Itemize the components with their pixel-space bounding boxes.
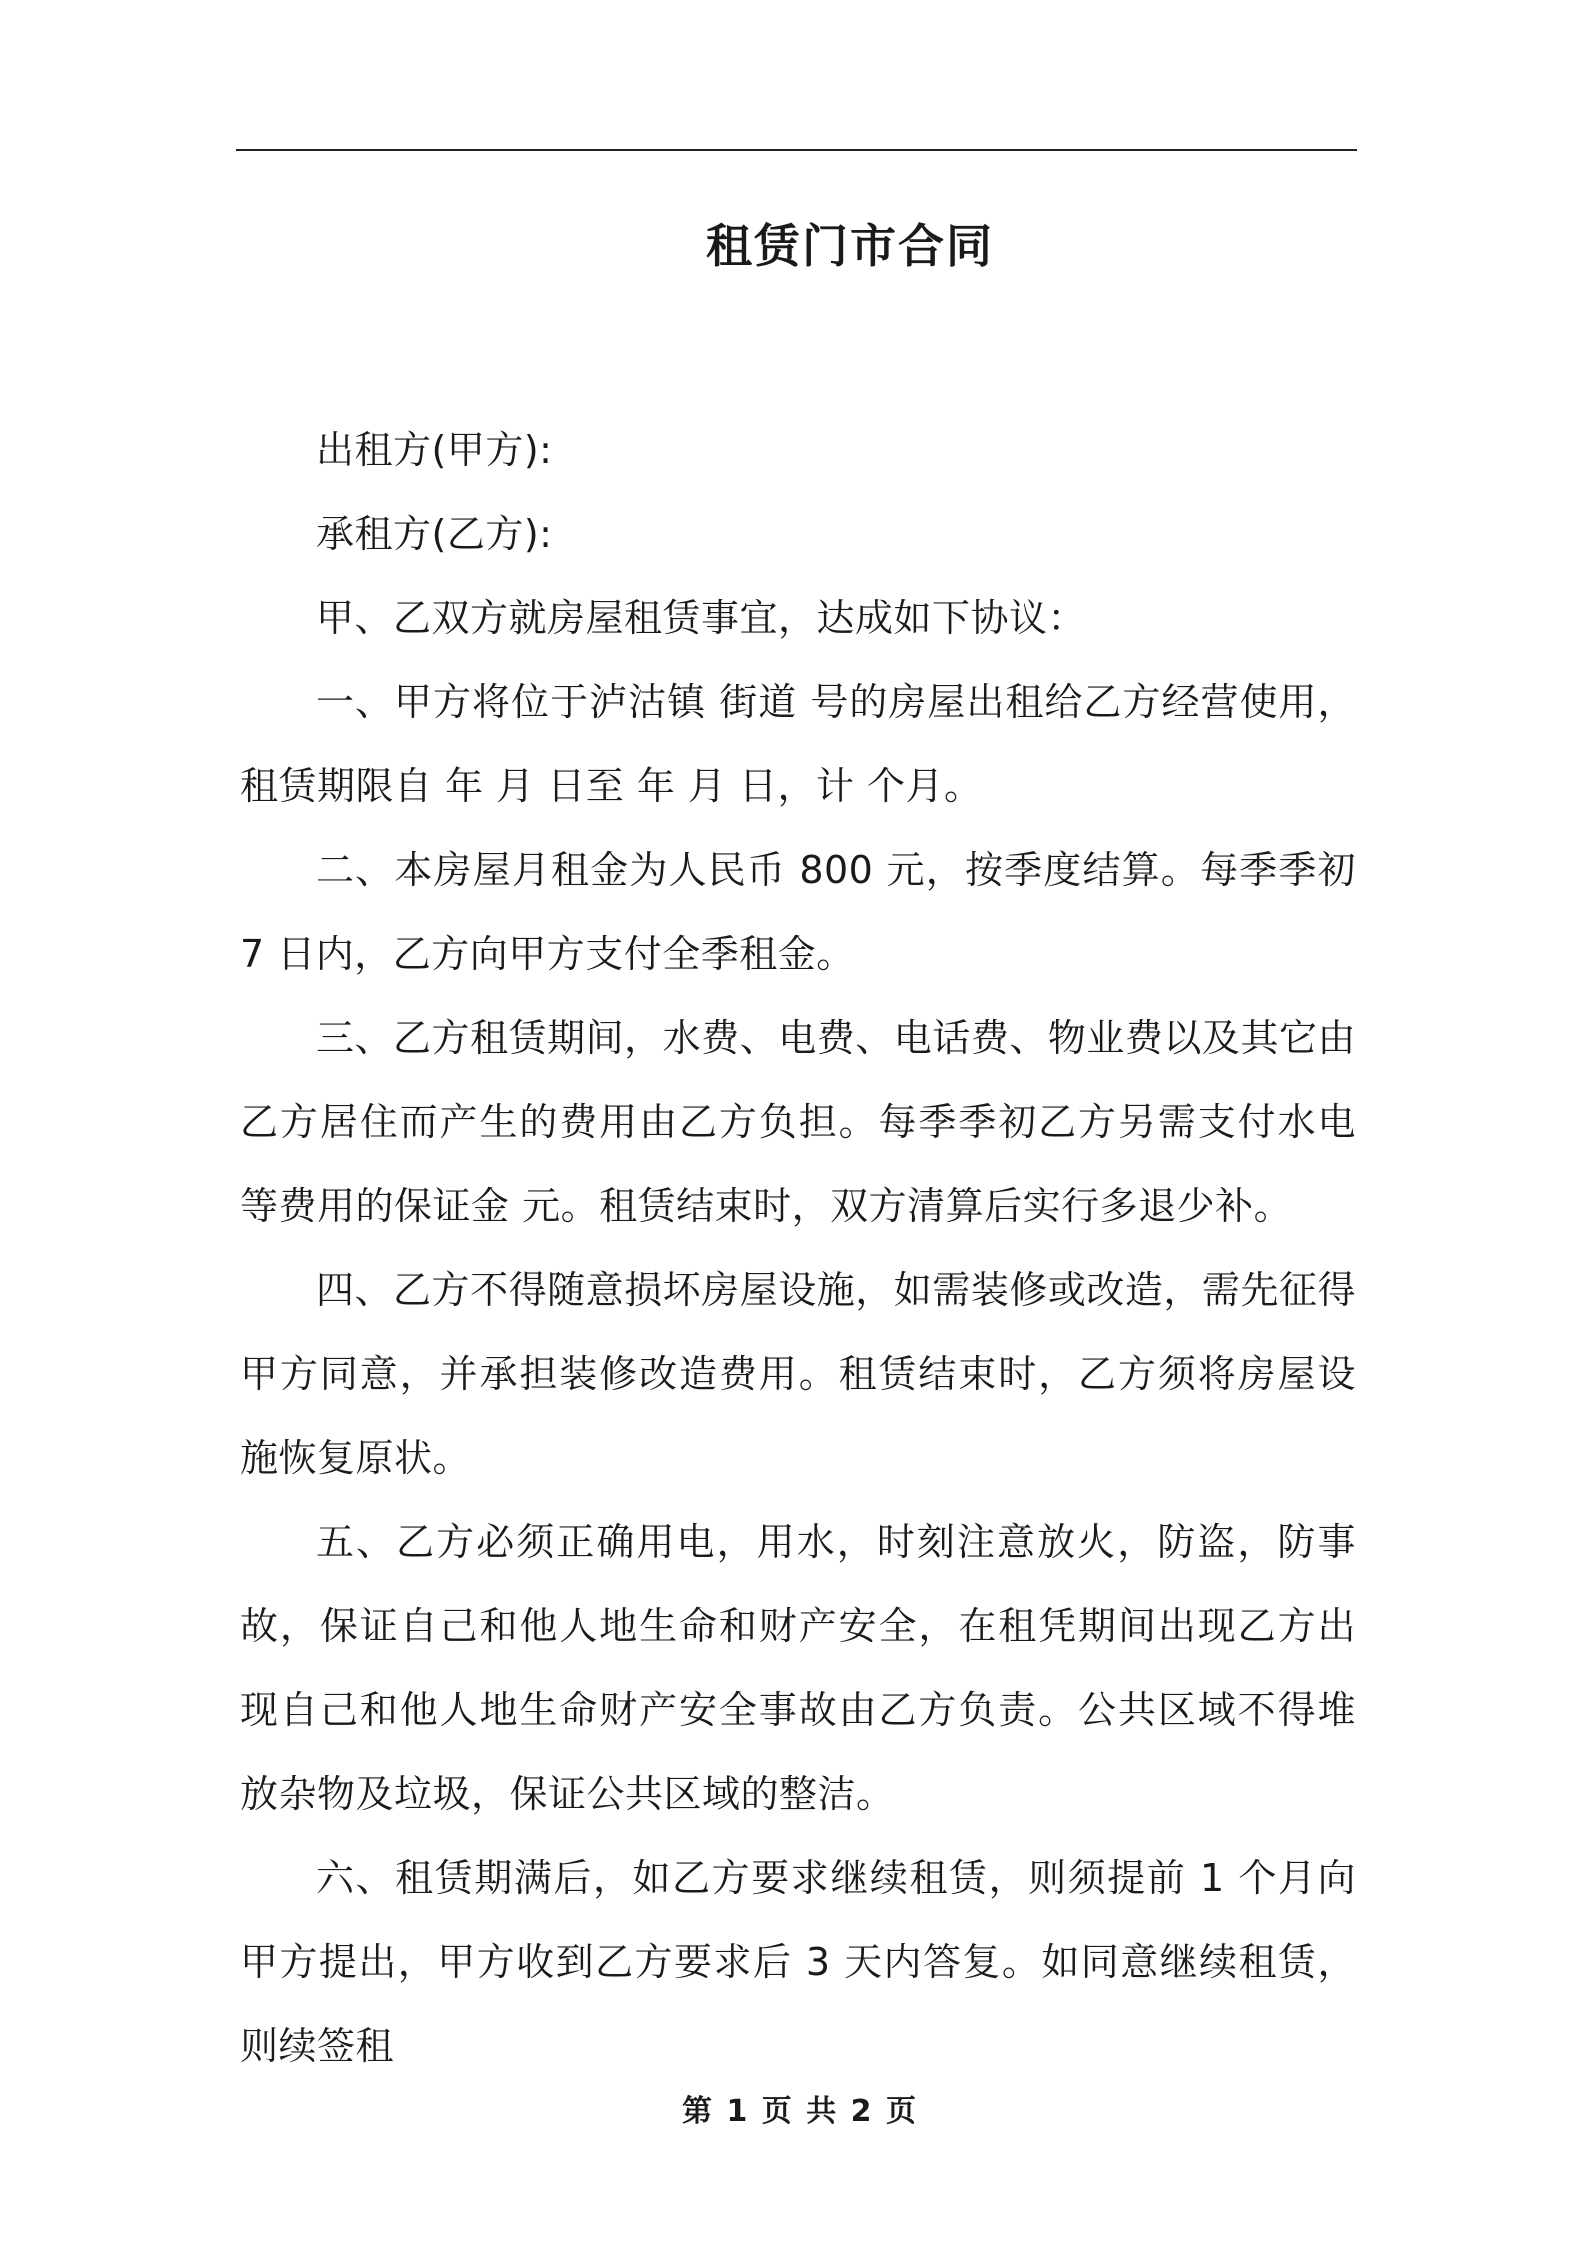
- paragraph-clause-5: 五、乙方必须正确用电，用水，时刻注意放火，防盗，防事故，保证自己和他人地生命和财产安全，在租凭期间出现乙方出现自己和他人地生命财产安全事故由乙方负责。公共区域不得堆放杂物及垃圾，保证公共区域的整洁。: [240, 1520, 1356, 1816]
- paragraph-intro: 甲、乙双方就房屋租赁事宜，达成如下协议：: [316, 596, 1087, 640]
- paragraph-clause-2: 二、本房屋月租金为人民币 800 元，按季度结算。每季季初 7 日内，乙方向甲方支付全季租金。: [240, 848, 1356, 976]
- paragraph-lessee: 承租方(乙方):: [316, 512, 553, 556]
- header-rule: [236, 149, 1357, 151]
- document-body: [240, 408, 1356, 2088]
- document-title: 租赁门市合同: [706, 219, 994, 273]
- paragraph-clause-3: 三、乙方租赁期间，水费、电费、电话费、物业费以及其它由乙方居住而产生的费用由乙方负担。每季季初乙方另需支付水电等费用的保证金 元。租赁结束时，双方清算后实行多退少补。: [240, 1016, 1356, 1228]
- paragraph-lessor: 出租方(甲方):: [316, 428, 553, 472]
- page-footer: 第 1 页 共 2 页: [682, 2094, 918, 2129]
- paragraph-clause-4: 四、乙方不得随意损坏房屋设施，如需装修或改造，需先征得甲方同意，并承担装修改造费用。租赁结束时，乙方须将房屋设施恢复原状。: [240, 1268, 1356, 1480]
- paragraph-clause-1: 一、甲方将位于泸沽镇 街道 号的房屋出租给乙方经营使用，租赁期限自 年 月 日至 年 月 日，计 个月。: [240, 680, 1356, 808]
- paragraph-clause-6: 六、租赁期满后，如乙方要求继续租赁，则须提前 1 个月向甲方提出，甲方收到乙方要求后 3 天内答复。如同意继续租赁，则续签租: [240, 1856, 1356, 2068]
